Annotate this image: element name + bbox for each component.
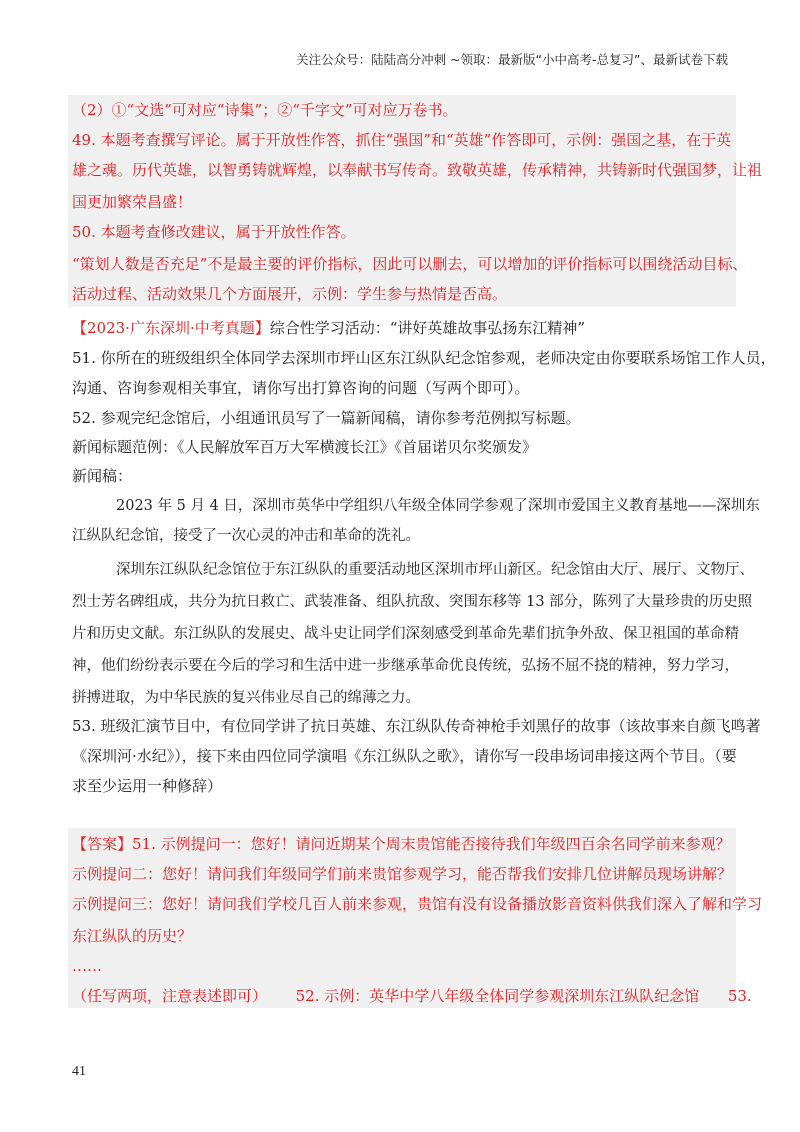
news-line: 江纵队纪念馆，接受了一次心灵的冲击和革命的洗礼。 <box>72 528 420 544</box>
news-line: 烈士芳名碑组成，共分为抗日救亡、武装准备、组队抗敌、突围东移等 13 部分，陈列了大量珍贵的历史照 <box>72 594 753 610</box>
question-53-line: 求至少运用一种修辞） <box>72 777 223 795</box>
page-number: 41 <box>72 1064 86 1079</box>
question-52: 52. 参观完纪念馆后，小组通讯员写了一篇新闻稿，请你参考范例拟写标题。 <box>72 409 581 427</box>
answer-line: 示例提问三：您好！请问我们学校几百人前来参观，贵馆有没有设备播放影音资料供我们深入了解和学习 <box>72 895 763 913</box>
answer-text: 51. 示例提问一：您好！请问近期某个周末贵馆能否接待我们年级四百余名同学前来参观？ <box>132 835 731 853</box>
answer-block-shade <box>68 828 736 1008</box>
answer-line: 示例提问二：您好！请问我们年级同学们前来贵馆参观学习，能否帮我们安排几位讲解员现场讲解？ <box>72 865 733 883</box>
news-line: 深圳东江纵队纪念馆位于东江纵队的重要活动地区深圳市坪山新区。纪念馆由大厅、展厅、文物厅、 <box>116 562 754 578</box>
answer-line: 东江纵队的历史？ <box>72 927 193 945</box>
answer-tag: 【答案】 <box>72 835 133 853</box>
answer-line: （2）①“文选”可对应“诗集”；②“千字文”可对应万卷书。 <box>72 101 458 119</box>
answer-line: 雄之魂。历代英雄，以智勇铸就辉煌，以奉献书写传奇。致敬英雄，传承精神，共铸新时代强国梦，让祖 <box>72 161 763 179</box>
news-line: 拼搏进取，为中华民族的复兴伟业尽自己的绵薄之力。 <box>72 690 420 706</box>
answer-line <box>72 834 731 854</box>
news-line: 2023 年 5 月 4 日，深圳市英华中学组织八年级全体同学参观了深圳市爱国主义教育基地——深圳东 <box>116 498 760 514</box>
answer-line: 50. 本题考查修改建议，属于开放性作答。 <box>72 223 356 241</box>
answer-line: 49. 本题考查撰写评论。属于开放性作答，抓住“强国”和“英雄”作答即可，示例：强国之基，在于英 <box>72 131 732 149</box>
question-51-line: 51. 你所在的班级组织全体同学去深圳市坪山区东江纵队纪念馆参观，老师决定由你要联系场馆工作人员， <box>72 349 776 367</box>
headline-example: 新闻标题范例：《人民解放军百万大军横渡长江》《首届诺贝尔奖颁发》 <box>72 438 538 456</box>
news-line: 片和历史文献。东江纵队的发展史、战斗史让同学们深刻感受到革命先辈们抗争外敌、保卫祖国的革命精 <box>72 626 739 642</box>
answer-line: “策划人数是否充足”不是最主要的评价指标，因此可以删去，可以增加的评价指标可以围绕活动目标、 <box>72 255 748 273</box>
news-line: 神，他们纷纷表示要在今后的学习和生活中进一步继承革命优良传统，弘扬不屈不挠的精神，努力学习， <box>72 658 739 674</box>
answer-line: 国更加繁荣昌盛！ <box>72 193 193 211</box>
question-title: 综合性学习活动：“讲好英雄故事弘扬东江精神” <box>269 319 586 337</box>
question-51-line: 沟通、咨询参观相关事宜，请你写出打算咨询的问题（写两个即可）。 <box>72 379 530 397</box>
answer-line: …… <box>72 957 102 975</box>
page-header: 关注公众号：陆陆高分冲刺 ~领取：最新版“小中高考-总复习”、最新试卷下载 <box>296 52 728 67</box>
answer-line: 活动过程、活动效果几个方面展开，示例：学生参与热情是否高。 <box>72 285 508 303</box>
answer-line: （任写两项，注意表述即可） 52. 示例：英华中学八年级全体同学参观深圳东江纵队纪念馆 53. <box>72 987 752 1005</box>
question-53-line: 53. 班级汇演节目中，有位同学讲了抗日英雄、东江纵队传奇神枪手刘黑仔的故事（该故事来自颜飞鸣著 <box>72 717 761 735</box>
source-tag: 【2023·广东深圳·中考真题】 <box>72 319 270 337</box>
question-53-line: 《深圳河·水纪》），接下来由四位同学演唱《东江纵队之歌》，请你写一段串场词串接这两个节目。（要 <box>72 747 737 765</box>
news-label: 新闻稿： <box>72 467 133 485</box>
question-heading <box>72 318 585 338</box>
